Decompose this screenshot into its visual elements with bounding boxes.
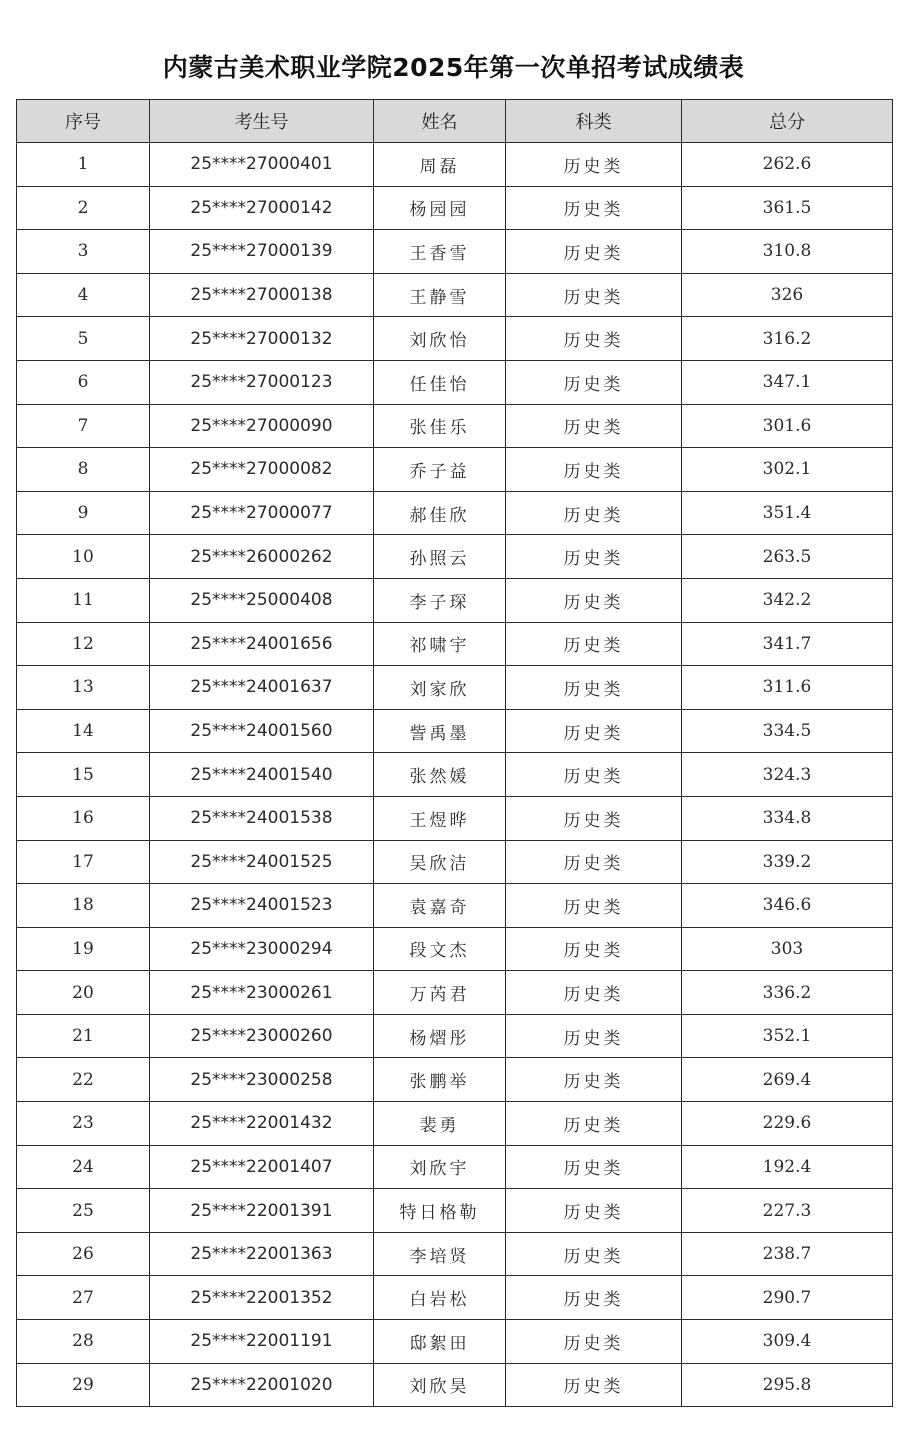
- cell-subject: 历史类: [506, 273, 682, 317]
- cell-exam-id: 25****22001391: [150, 1189, 374, 1233]
- cell-exam-id: 25****25000408: [150, 578, 374, 622]
- cell-exam-id: 25****27000082: [150, 448, 374, 492]
- cell-exam-id: 25****24001538: [150, 796, 374, 840]
- cell-exam-id: 25****27000401: [150, 143, 374, 187]
- cell-seq: 16: [17, 796, 150, 840]
- cell-seq: 3: [17, 230, 150, 274]
- cell-seq: 10: [17, 535, 150, 579]
- cell-name: 张佳乐: [374, 404, 506, 448]
- cell-subject: 历史类: [506, 143, 682, 187]
- cell-seq: 22: [17, 1058, 150, 1102]
- cell-name: 祁啸宇: [374, 622, 506, 666]
- table-row: [17, 622, 893, 666]
- cell-exam-id: 25****24001523: [150, 884, 374, 928]
- cell-subject: 历史类: [506, 404, 682, 448]
- cell-total: 352.1: [682, 1014, 893, 1058]
- cell-name: 孙照云: [374, 535, 506, 579]
- cell-name: 张然媛: [374, 753, 506, 797]
- cell-name: 万芮君: [374, 971, 506, 1015]
- cell-seq: 28: [17, 1320, 150, 1364]
- cell-seq: 9: [17, 491, 150, 535]
- cell-seq: 13: [17, 666, 150, 710]
- table-row: [17, 535, 893, 579]
- cell-name: 李培贤: [374, 1232, 506, 1276]
- table-row: [17, 273, 893, 317]
- cell-subject: 历史类: [506, 491, 682, 535]
- cell-total: 290.7: [682, 1276, 893, 1320]
- header-seq: 序号: [17, 100, 150, 143]
- cell-exam-id: 25****23000258: [150, 1058, 374, 1102]
- cell-total: 311.6: [682, 666, 893, 710]
- cell-total: 263.5: [682, 535, 893, 579]
- cell-subject: 历史类: [506, 1189, 682, 1233]
- table-row: [17, 317, 893, 361]
- cell-seq: 29: [17, 1363, 150, 1407]
- cell-subject: 历史类: [506, 1363, 682, 1407]
- table-row: [17, 1232, 893, 1276]
- cell-exam-id: 25****23000260: [150, 1014, 374, 1058]
- cell-seq: 20: [17, 971, 150, 1015]
- table-row: [17, 1014, 893, 1058]
- cell-total: 238.7: [682, 1232, 893, 1276]
- cell-subject: 历史类: [506, 1320, 682, 1364]
- cell-seq: 7: [17, 404, 150, 448]
- cell-total: 309.4: [682, 1320, 893, 1364]
- table-row: [17, 796, 893, 840]
- table-header-row: [17, 100, 893, 143]
- cell-total: 339.2: [682, 840, 893, 884]
- cell-name: 刘家欣: [374, 666, 506, 710]
- header-exam-id: 考生号: [150, 100, 374, 143]
- cell-subject: 历史类: [506, 317, 682, 361]
- cell-name: 邸絮田: [374, 1320, 506, 1364]
- cell-subject: 历史类: [506, 186, 682, 230]
- cell-seq: 14: [17, 709, 150, 753]
- score-table: [16, 99, 893, 1407]
- cell-exam-id: 25****22001363: [150, 1232, 374, 1276]
- cell-exam-id: 25****27000123: [150, 360, 374, 404]
- cell-exam-id: 25****26000262: [150, 535, 374, 579]
- cell-exam-id: 25****27000138: [150, 273, 374, 317]
- cell-name: 乔子益: [374, 448, 506, 492]
- cell-name: 任佳怡: [374, 360, 506, 404]
- cell-name: 吴欣洁: [374, 840, 506, 884]
- cell-seq: 12: [17, 622, 150, 666]
- cell-name: 段文杰: [374, 927, 506, 971]
- cell-total: 342.2: [682, 578, 893, 622]
- cell-seq: 18: [17, 884, 150, 928]
- table-row: [17, 230, 893, 274]
- table-row: [17, 1320, 893, 1364]
- cell-subject: 历史类: [506, 1276, 682, 1320]
- cell-total: 310.8: [682, 230, 893, 274]
- cell-name: 訾禹墨: [374, 709, 506, 753]
- cell-name: 王煜晔: [374, 796, 506, 840]
- cell-seq: 1: [17, 143, 150, 187]
- cell-subject: 历史类: [506, 360, 682, 404]
- cell-exam-id: 25****24001637: [150, 666, 374, 710]
- cell-total: 334.5: [682, 709, 893, 753]
- cell-seq: 15: [17, 753, 150, 797]
- table-row: [17, 1058, 893, 1102]
- cell-seq: 26: [17, 1232, 150, 1276]
- cell-name: 袁嘉奇: [374, 884, 506, 928]
- cell-subject: 历史类: [506, 1232, 682, 1276]
- table-row: [17, 1145, 893, 1189]
- table-row: [17, 884, 893, 928]
- table-row: [17, 1363, 893, 1407]
- cell-exam-id: 25****27000139: [150, 230, 374, 274]
- cell-name: 刘欣宇: [374, 1145, 506, 1189]
- cell-total: 334.8: [682, 796, 893, 840]
- cell-exam-id: 25****27000077: [150, 491, 374, 535]
- cell-subject: 历史类: [506, 753, 682, 797]
- cell-name: 杨园园: [374, 186, 506, 230]
- cell-subject: 历史类: [506, 796, 682, 840]
- cell-total: 303: [682, 927, 893, 971]
- table-row: [17, 186, 893, 230]
- cell-total: 295.8: [682, 1363, 893, 1407]
- cell-seq: 5: [17, 317, 150, 361]
- cell-name: 王香雪: [374, 230, 506, 274]
- table-row: [17, 971, 893, 1015]
- table-row: [17, 1276, 893, 1320]
- cell-subject: 历史类: [506, 884, 682, 928]
- cell-total: 326: [682, 273, 893, 317]
- cell-exam-id: 25****24001540: [150, 753, 374, 797]
- cell-subject: 历史类: [506, 1014, 682, 1058]
- cell-total: 347.1: [682, 360, 893, 404]
- table-row: [17, 578, 893, 622]
- cell-name: 刘欣昊: [374, 1363, 506, 1407]
- cell-subject: 历史类: [506, 622, 682, 666]
- cell-seq: 23: [17, 1102, 150, 1146]
- cell-name: 杨熠彤: [374, 1014, 506, 1058]
- cell-name: 周磊: [374, 143, 506, 187]
- cell-exam-id: 25****27000142: [150, 186, 374, 230]
- cell-exam-id: 25****23000261: [150, 971, 374, 1015]
- cell-exam-id: 25****24001656: [150, 622, 374, 666]
- table-row: [17, 491, 893, 535]
- table-row: [17, 143, 893, 187]
- cell-exam-id: 25****22001352: [150, 1276, 374, 1320]
- table-row: [17, 840, 893, 884]
- cell-seq: 21: [17, 1014, 150, 1058]
- cell-subject: 历史类: [506, 1058, 682, 1102]
- cell-seq: 6: [17, 360, 150, 404]
- cell-exam-id: 25****27000090: [150, 404, 374, 448]
- cell-total: 262.6: [682, 143, 893, 187]
- cell-subject: 历史类: [506, 971, 682, 1015]
- cell-subject: 历史类: [506, 1102, 682, 1146]
- cell-name: 白岩松: [374, 1276, 506, 1320]
- cell-seq: 17: [17, 840, 150, 884]
- cell-seq: 11: [17, 578, 150, 622]
- table-row: [17, 1102, 893, 1146]
- cell-subject: 历史类: [506, 709, 682, 753]
- cell-seq: 25: [17, 1189, 150, 1233]
- cell-exam-id: 25****22001432: [150, 1102, 374, 1146]
- cell-subject: 历史类: [506, 535, 682, 579]
- cell-subject: 历史类: [506, 448, 682, 492]
- cell-total: 361.5: [682, 186, 893, 230]
- cell-exam-id: 25****24001525: [150, 840, 374, 884]
- cell-total: 192.4: [682, 1145, 893, 1189]
- cell-subject: 历史类: [506, 1145, 682, 1189]
- table-row: [17, 448, 893, 492]
- cell-total: 324.3: [682, 753, 893, 797]
- table-row: [17, 360, 893, 404]
- table-row: [17, 709, 893, 753]
- cell-exam-id: 25****22001020: [150, 1363, 374, 1407]
- cell-seq: 27: [17, 1276, 150, 1320]
- header-subject: 科类: [506, 100, 682, 143]
- cell-name: 刘欣怡: [374, 317, 506, 361]
- cell-total: 351.4: [682, 491, 893, 535]
- cell-total: 341.7: [682, 622, 893, 666]
- cell-total: 346.6: [682, 884, 893, 928]
- cell-subject: 历史类: [506, 927, 682, 971]
- cell-seq: 4: [17, 273, 150, 317]
- cell-total: 269.4: [682, 1058, 893, 1102]
- cell-subject: 历史类: [506, 666, 682, 710]
- cell-total: 301.6: [682, 404, 893, 448]
- table-row: [17, 927, 893, 971]
- cell-name: 裴勇: [374, 1102, 506, 1146]
- header-total: 总分: [682, 100, 893, 143]
- table-body: [17, 143, 893, 1407]
- cell-exam-id: 25****23000294: [150, 927, 374, 971]
- table-row: [17, 404, 893, 448]
- cell-exam-id: 25****22001191: [150, 1320, 374, 1364]
- cell-name: 张鹏举: [374, 1058, 506, 1102]
- cell-exam-id: 25****24001560: [150, 709, 374, 753]
- cell-seq: 8: [17, 448, 150, 492]
- cell-total: 302.1: [682, 448, 893, 492]
- table-row: [17, 666, 893, 710]
- cell-name: 特日格勒: [374, 1189, 506, 1233]
- cell-total: 316.2: [682, 317, 893, 361]
- table-row: [17, 1189, 893, 1233]
- header-name: 姓名: [374, 100, 506, 143]
- cell-exam-id: 25****27000132: [150, 317, 374, 361]
- cell-subject: 历史类: [506, 230, 682, 274]
- cell-subject: 历史类: [506, 578, 682, 622]
- cell-seq: 19: [17, 927, 150, 971]
- cell-total: 229.6: [682, 1102, 893, 1146]
- cell-name: 王静雪: [374, 273, 506, 317]
- cell-subject: 历史类: [506, 840, 682, 884]
- cell-total: 336.2: [682, 971, 893, 1015]
- cell-seq: 24: [17, 1145, 150, 1189]
- cell-seq: 2: [17, 186, 150, 230]
- cell-name: 李子琛: [374, 578, 506, 622]
- cell-exam-id: 25****22001407: [150, 1145, 374, 1189]
- page-title: 内蒙古美术职业学院2025年第一次单招考试成绩表: [162, 53, 745, 82]
- table-row: [17, 753, 893, 797]
- cell-name: 郝佳欣: [374, 491, 506, 535]
- cell-total: 227.3: [682, 1189, 893, 1233]
